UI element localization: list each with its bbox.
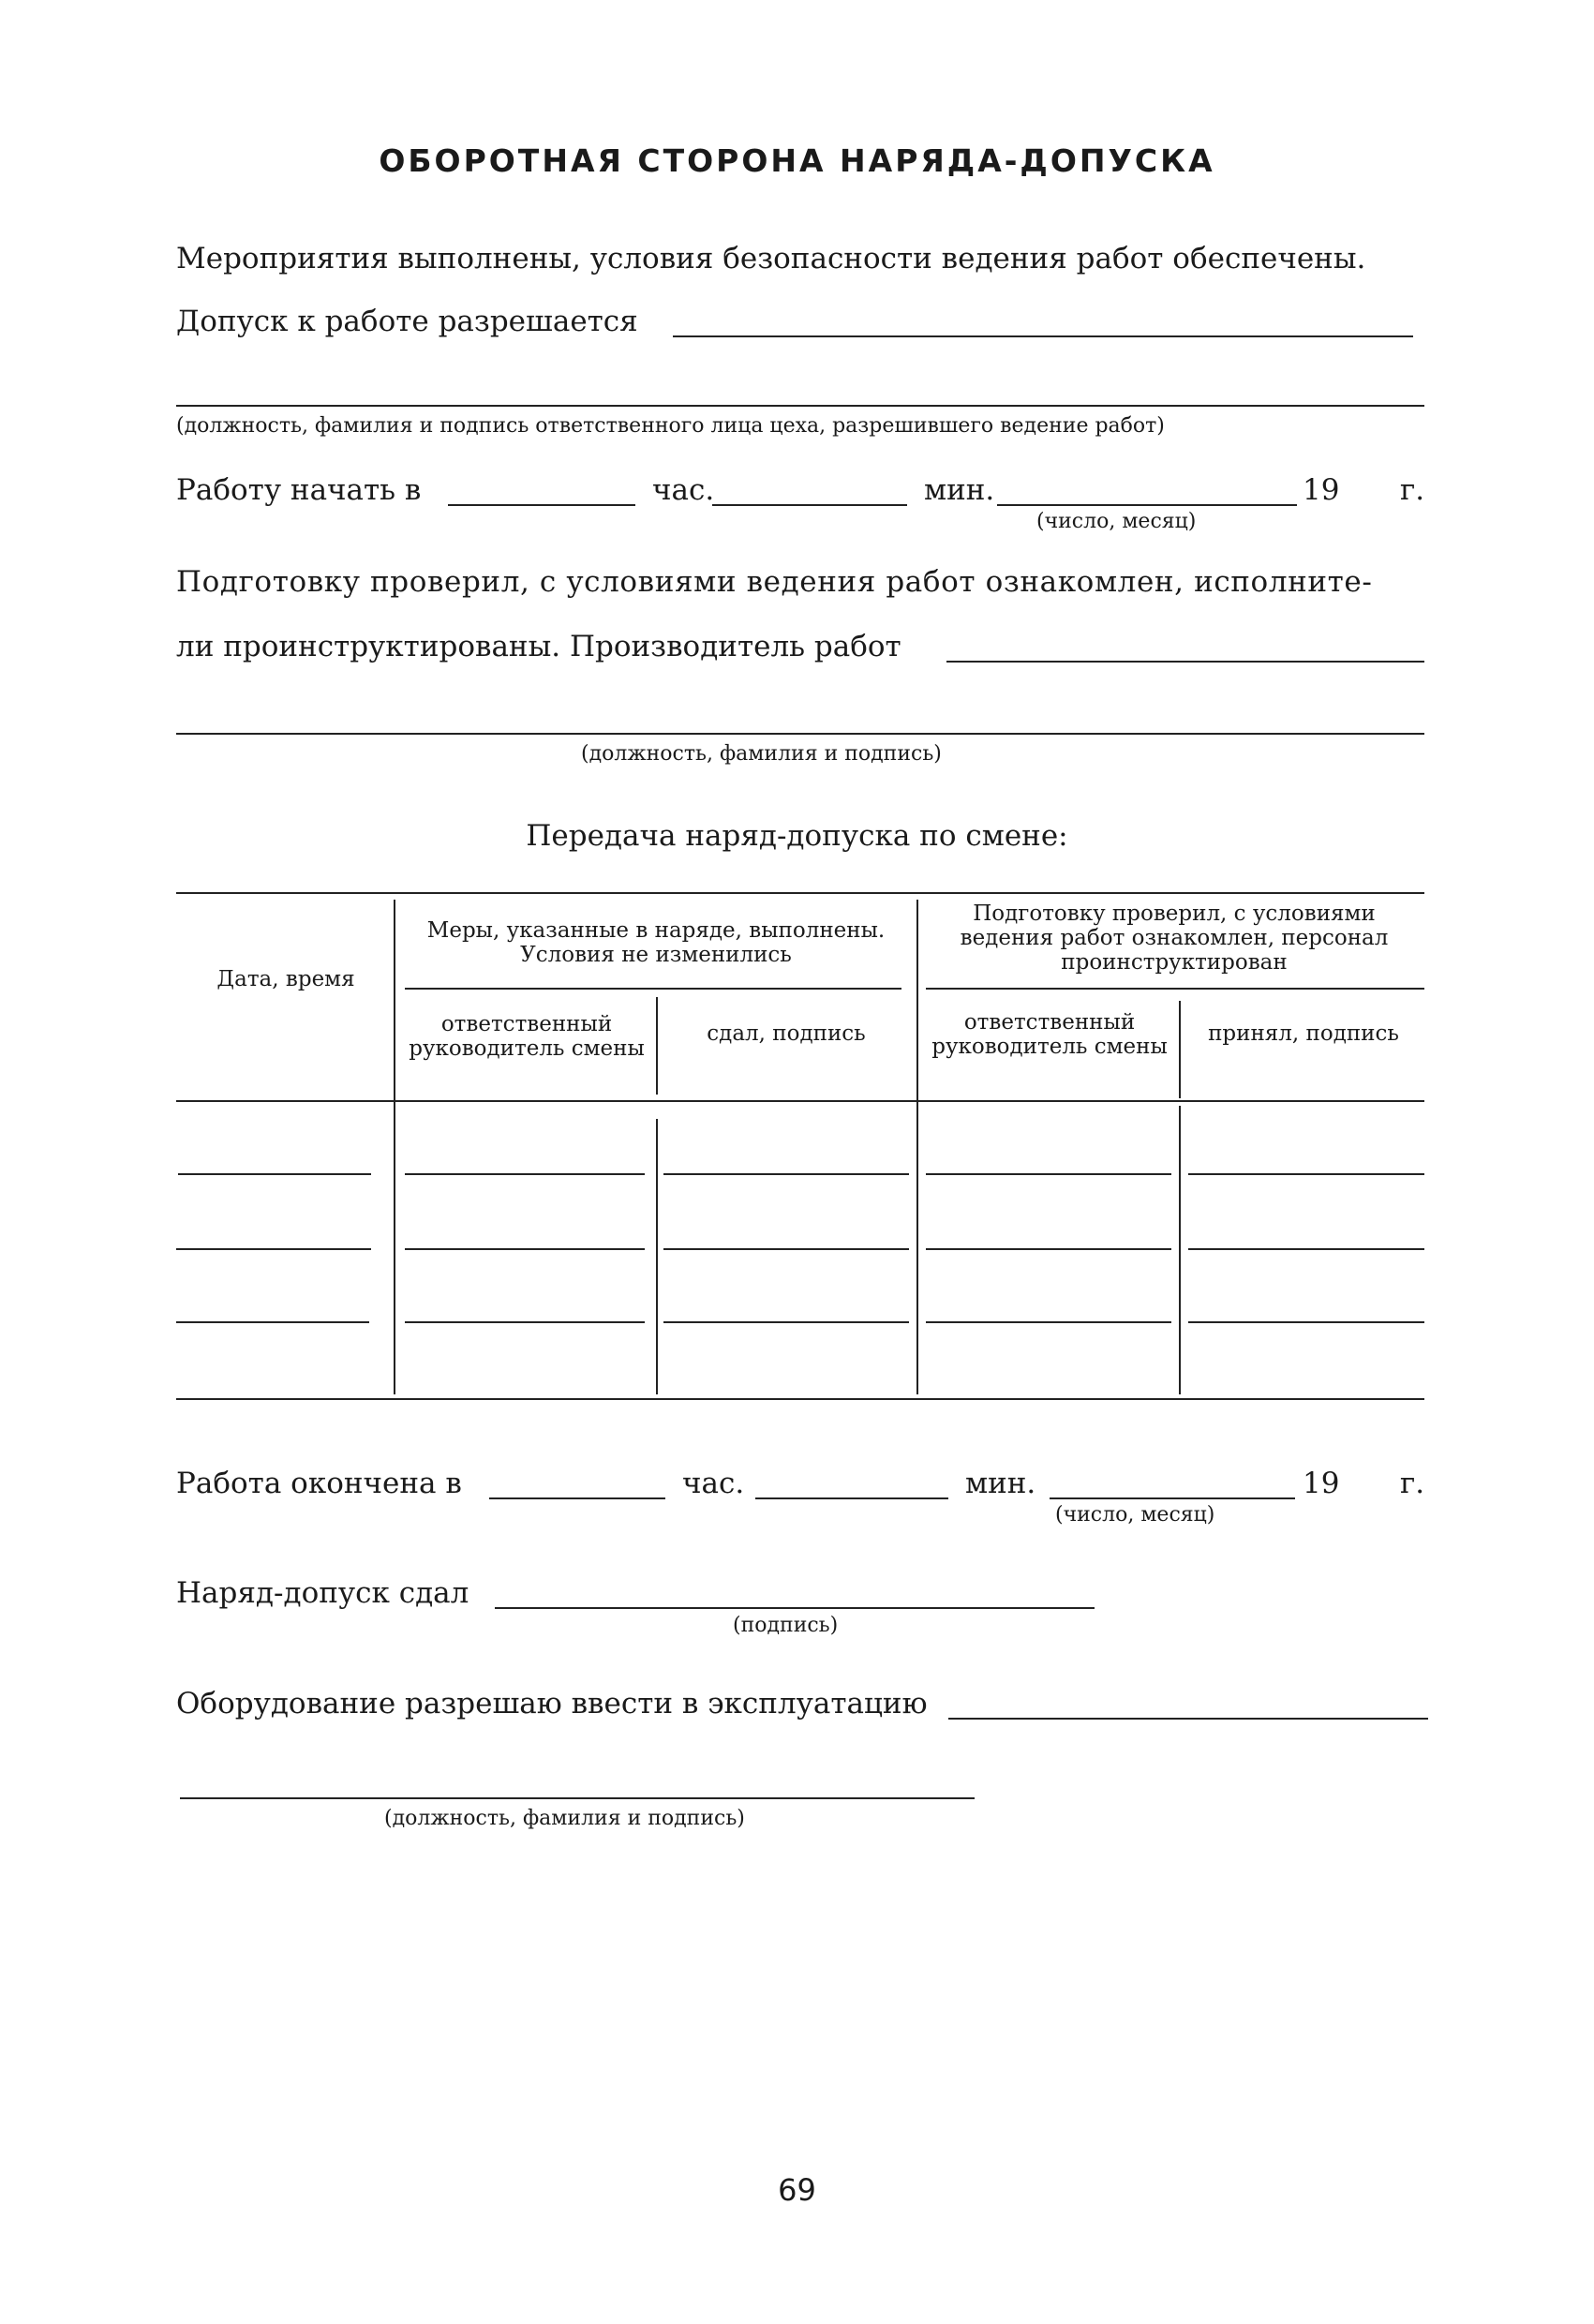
access-permitted-label: Допуск к работе разрешается (176, 305, 638, 338)
table-vline-3 (916, 900, 918, 1394)
cell-line[interactable] (405, 1248, 645, 1250)
handed-over-line[interactable] (495, 1607, 1095, 1609)
equipment-signature-caption: (должность, фамилия и подпись) (384, 1807, 745, 1830)
table-vline-2-head (656, 997, 658, 1095)
end-year: 19 (1303, 1467, 1340, 1500)
end-hour-line[interactable] (489, 1497, 665, 1499)
cell-line[interactable] (405, 1173, 645, 1175)
cell-line[interactable] (1188, 1321, 1424, 1323)
end-minute-line[interactable] (755, 1497, 948, 1499)
cell-line[interactable] (1188, 1173, 1424, 1175)
table-header-border (176, 1100, 1424, 1102)
table-vline-2-body (656, 1119, 658, 1394)
shift-transfer-title: Передача наряд-допуска по смене: (526, 819, 1068, 853)
cell-line[interactable] (926, 1248, 1171, 1250)
page-title: ОБОРОТНАЯ СТОРОНА НАРЯДА-ДОПУСКА (379, 142, 1215, 179)
cell-line[interactable] (1188, 1248, 1424, 1250)
end-year-suffix: г. (1400, 1467, 1425, 1500)
cell-line[interactable] (663, 1321, 909, 1323)
end-hour-label: час. (682, 1467, 745, 1500)
start-year-suffix: г. (1400, 473, 1425, 507)
header-responsible-2: ответственный руководитель смены (931, 1010, 1168, 1059)
group1-underline (405, 988, 901, 990)
measures-statement: Мероприятия выполнены, условия безопасности ведения работ обеспечены. (176, 242, 1366, 276)
preparation-line1: Подготовку проверил, с условиями ведения работ ознакомлен, исполните- (176, 565, 1373, 599)
cell-line[interactable] (176, 1321, 369, 1323)
responsible-person-caption: (должность, фамилия и подпись ответственного лица цеха, разрешившего ведение работ) (176, 414, 1165, 438)
header-accepted-signature: принял, подпись (1208, 1021, 1399, 1046)
cell-line[interactable] (663, 1173, 909, 1175)
access-permitted-line[interactable] (673, 335, 1413, 337)
header-date-time: Дата, время (216, 967, 355, 991)
end-date-caption: (число, месяц) (1055, 1503, 1215, 1527)
start-date-line[interactable] (997, 504, 1297, 506)
end-date-line[interactable] (1050, 1497, 1295, 1499)
start-date-caption: (число, месяц) (1036, 510, 1197, 533)
equipment-commission-label: Оборудование разрешаю ввести в эксплуатацию (176, 1687, 928, 1721)
responsible-person-line[interactable] (176, 405, 1424, 407)
cell-line[interactable] (663, 1248, 909, 1250)
end-label: Работа окончена в (176, 1467, 462, 1500)
start-minute-label: мин. (924, 473, 995, 507)
header-group-measures: Меры, указанные в наряде, выполнены. Условия не изменились (426, 918, 886, 967)
start-label: Работу начать в (176, 473, 422, 507)
cell-line[interactable] (178, 1173, 371, 1175)
start-minute-line[interactable] (712, 504, 907, 506)
table-vline-4-body (1179, 1106, 1181, 1394)
table-vline-4-head (1179, 1001, 1181, 1098)
end-minute-label: мин. (965, 1467, 1036, 1500)
preparation-line2: ли проинструктированы. Производитель работ (176, 630, 901, 663)
work-producer-line[interactable] (946, 661, 1424, 663)
work-producer-caption: (должность, фамилия и подпись) (581, 742, 942, 766)
cell-line[interactable] (176, 1248, 371, 1250)
table-top-border (176, 892, 1424, 894)
cell-line[interactable] (405, 1321, 645, 1323)
page-number: 69 (778, 2172, 816, 2208)
handed-over-label: Наряд-допуск сдал (176, 1576, 469, 1610)
header-responsible-1: ответственный руководитель смены (409, 1012, 645, 1061)
header-handed-signature: сдал, подпись (707, 1021, 866, 1046)
table-bottom-border (176, 1398, 1424, 1400)
equipment-signature-line[interactable] (180, 1797, 975, 1799)
handed-over-caption: (подпись) (733, 1614, 839, 1637)
header-group-preparation: Подготовку проверил, с условиями ведения работ ознакомлен, персонал проинструктирован (960, 901, 1389, 975)
cell-line[interactable] (926, 1173, 1171, 1175)
start-hour-line[interactable] (448, 504, 635, 506)
group2-underline (926, 988, 1424, 990)
equipment-commission-line[interactable] (948, 1718, 1428, 1720)
start-year: 19 (1303, 473, 1340, 507)
table-vline-1 (394, 900, 395, 1394)
start-hour-label: час. (652, 473, 715, 507)
work-producer-signature-line[interactable] (176, 733, 1424, 735)
cell-line[interactable] (926, 1321, 1171, 1323)
